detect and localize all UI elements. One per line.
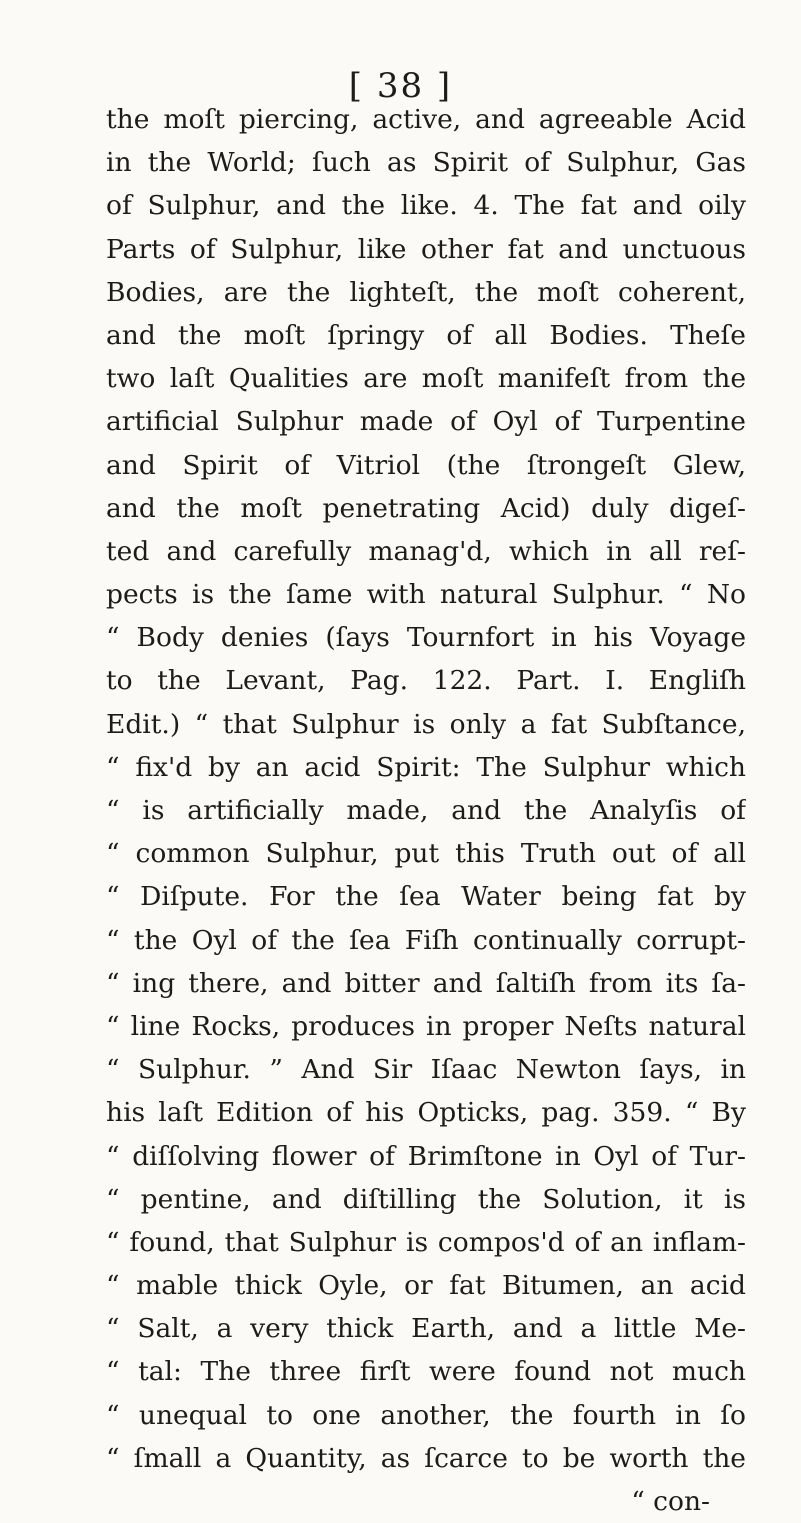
text-line: “ diſſolving flower of Brimſtone in Oyl of Tur- — [106, 1140, 746, 1172]
text-line: “ unequal to one another, the fourth in ſo — [106, 1399, 746, 1431]
text-line: Bodies, are the lighteſt, the moſt coherent, — [106, 276, 746, 308]
text-line: Parts of Sulphur, like other fat and unctuous — [106, 233, 746, 265]
text-line: “ is artificially made, and the Analyſis of — [106, 795, 746, 826]
text-line: of Sulphur, and the like. 4. The fat and oily — [106, 190, 746, 222]
text-line: “ the Oyl of the ſea Fiſh continually corrupt- — [106, 924, 746, 956]
text-line: “ Body denies (ſays Tournfort in his Voyage — [106, 622, 746, 654]
text-line: and the moſt ſpringy of all Bodies. Theſe — [106, 319, 746, 351]
page-number: [ 38 ] — [348, 66, 453, 106]
text-line: “ Sulphur. ” And Sir Iſaac Newton ſays, in — [106, 1054, 746, 1086]
text-line: “ ing there, and bitter and ſaltiſh from its ſa- — [106, 967, 746, 999]
text-line: his laſt Edition of his Opticks, pag. 359. “ By — [106, 1097, 746, 1129]
text-line: “ ſmall a Quantity, as ſcarce to be worth the — [106, 1442, 746, 1474]
text-line: pects is the ſame with natural Sulphur. “ No — [106, 579, 746, 611]
catchword: “ con- — [631, 1486, 710, 1517]
text-line: Edit.) “ that Sulphur is only a fat Subſtance, — [106, 708, 746, 740]
text-line: “ common Sulphur, put this Truth out of all — [106, 838, 746, 870]
text-line: and the moſt penetrating Acid) duly digeſ- — [106, 492, 746, 524]
text-line: “ line Rocks, produces in proper Neſts natural — [106, 1010, 746, 1042]
text-line: “ found, that Sulphur is compos'd of an inflam- — [106, 1226, 746, 1258]
text-line: and Spirit of Vitriol (the ſtrongeſt Glew, — [106, 449, 746, 481]
text-line: “ Salt, a very thick Earth, and a little Me- — [106, 1313, 746, 1345]
text-line: artificial Sulphur made of Oyl of Turpentine — [106, 406, 746, 438]
text-line: “ fix'd by an acid Spirit: The Sulphur which — [106, 751, 746, 783]
text-line: “ mable thick Oyle, or fat Bitumen, an acid — [106, 1270, 746, 1302]
text-line: ted and carefully manag'd, which in all reſ- — [106, 535, 746, 567]
text-line: “ tal: The three firſt were found not much — [106, 1356, 746, 1388]
text-line: “ Diſpute. For the ſea Water being fat by — [106, 881, 746, 913]
body-text — [106, 98, 746, 1523]
text-line: the moſt piercing, active, and agreeable Acid — [106, 104, 746, 135]
text-line: to the Levant, Pag. 122. Part. I. Engliſh — [106, 665, 746, 697]
text-line: two laſt Qualities are moſt manifeſt from the — [106, 363, 746, 395]
text-line: “ pentine, and diſtilling the Solution, it is — [106, 1183, 746, 1215]
text-line: in the World; ſuch as Spirit of Sulphur, Gas — [106, 147, 746, 179]
